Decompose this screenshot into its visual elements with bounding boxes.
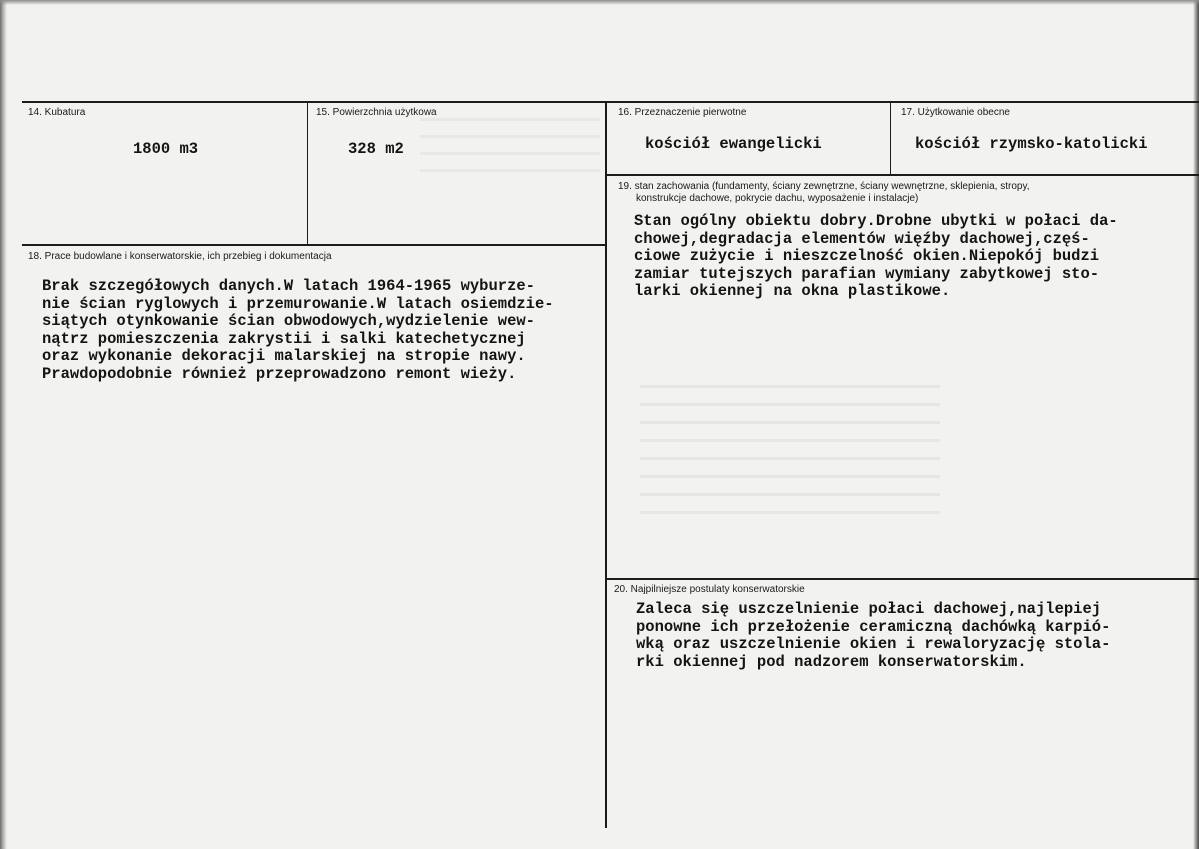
field-19-line: ciowe zużycie i nieszczelność okien.Niepokój budzi: [634, 247, 1100, 266]
field-19-line: larki okiennej na okna plastikowe.: [634, 282, 951, 301]
field-14-label: 14. Kubatura: [28, 107, 86, 118]
field-18-line: Prawdopodobnie również przeprowadzono remont wieży.: [42, 364, 517, 383]
field-20-line: wką oraz uszczelnienie okien i rewaloryzację stola-: [636, 635, 1111, 654]
rule-above-20: [606, 578, 1199, 580]
field-18-line: nątrz pomieszczenia zakrystii i salki katechetycznej: [42, 329, 526, 348]
field-14-value: 1800 m3: [133, 140, 199, 158]
field-19-label-line-2: konstrukcje dachowe, pokrycie dachu, wyposażenie i instalacje): [636, 193, 919, 204]
divider-14-15: [307, 101, 308, 246]
field-19-line: Stan ogólny obiektu dobry.Drobne ubytki w połaci da-: [634, 212, 1118, 230]
bleed-through-block-2: [420, 110, 600, 180]
field-20-line: Zaleca się uszczelnienie połaci dachowej,najlepiej: [636, 600, 1102, 618]
rule-above-19: [606, 174, 1199, 176]
field-17-value: kościół rzymsko-katolicki: [915, 135, 1148, 153]
field-15-value: 328 m2: [348, 140, 404, 158]
divider-main: [605, 101, 607, 828]
field-19-text: [634, 213, 1118, 301]
field-18-text: [42, 278, 554, 384]
scan-edge-top: [0, 0, 1199, 5]
bleed-through-block-1: [640, 376, 940, 526]
field-18-line: siątych otynkowanie ścian obwodowych,wydzielenie wew-: [42, 312, 535, 331]
field-19-label-line-1: 19. stan zachowania (fundamenty, ściany zewnętrzne, ściany wewnętrzne, sklepienia, stropy,: [618, 181, 1030, 192]
divider-16-17: [890, 101, 891, 175]
scan-edge-right: [1193, 0, 1199, 849]
field-15-label: 15. Powierzchnia użytkowa: [316, 107, 437, 118]
field-16-value: kościół ewangelicki: [645, 135, 822, 153]
field-17-label: 17. Użytkowanie obecne: [901, 107, 1010, 118]
field-20-line: rki okiennej pod nadzorem konserwatorskim.: [636, 652, 1027, 671]
field-19-line: zamiar tutejszych parafian wymiany zabytkowej sto-: [634, 264, 1100, 283]
field-18-line: Brak szczegółowych danych.W latach 1964-1965 wyburze-: [42, 277, 535, 295]
field-19-line: chowej,degradacja elementów więźby dachowej,częś-: [634, 229, 1090, 248]
field-20-label: 20. Najpilniejsze postulaty konserwatorskie: [614, 584, 805, 595]
top-rule: [22, 101, 1199, 103]
field-20-line: ponowne ich przełożenie ceramiczną dachówką karpió-: [636, 617, 1111, 636]
field-20-text: [636, 601, 1110, 671]
field-18-line: oraz wykonanie dekoracji malarskiej na stropie nawy.: [42, 347, 526, 366]
field-18-line: nie ścian ryglowych i przemurowanie.W latach osiemdzie-: [42, 294, 554, 313]
field-18-label: 18. Prace budowlane i konserwatorskie, ich przebieg i dokumentacja: [28, 251, 332, 262]
rule-below-18-header: [22, 244, 606, 246]
scan-edge-left: [0, 0, 7, 849]
field-16-label: 16. Przeznaczenie pierwotne: [618, 107, 747, 118]
